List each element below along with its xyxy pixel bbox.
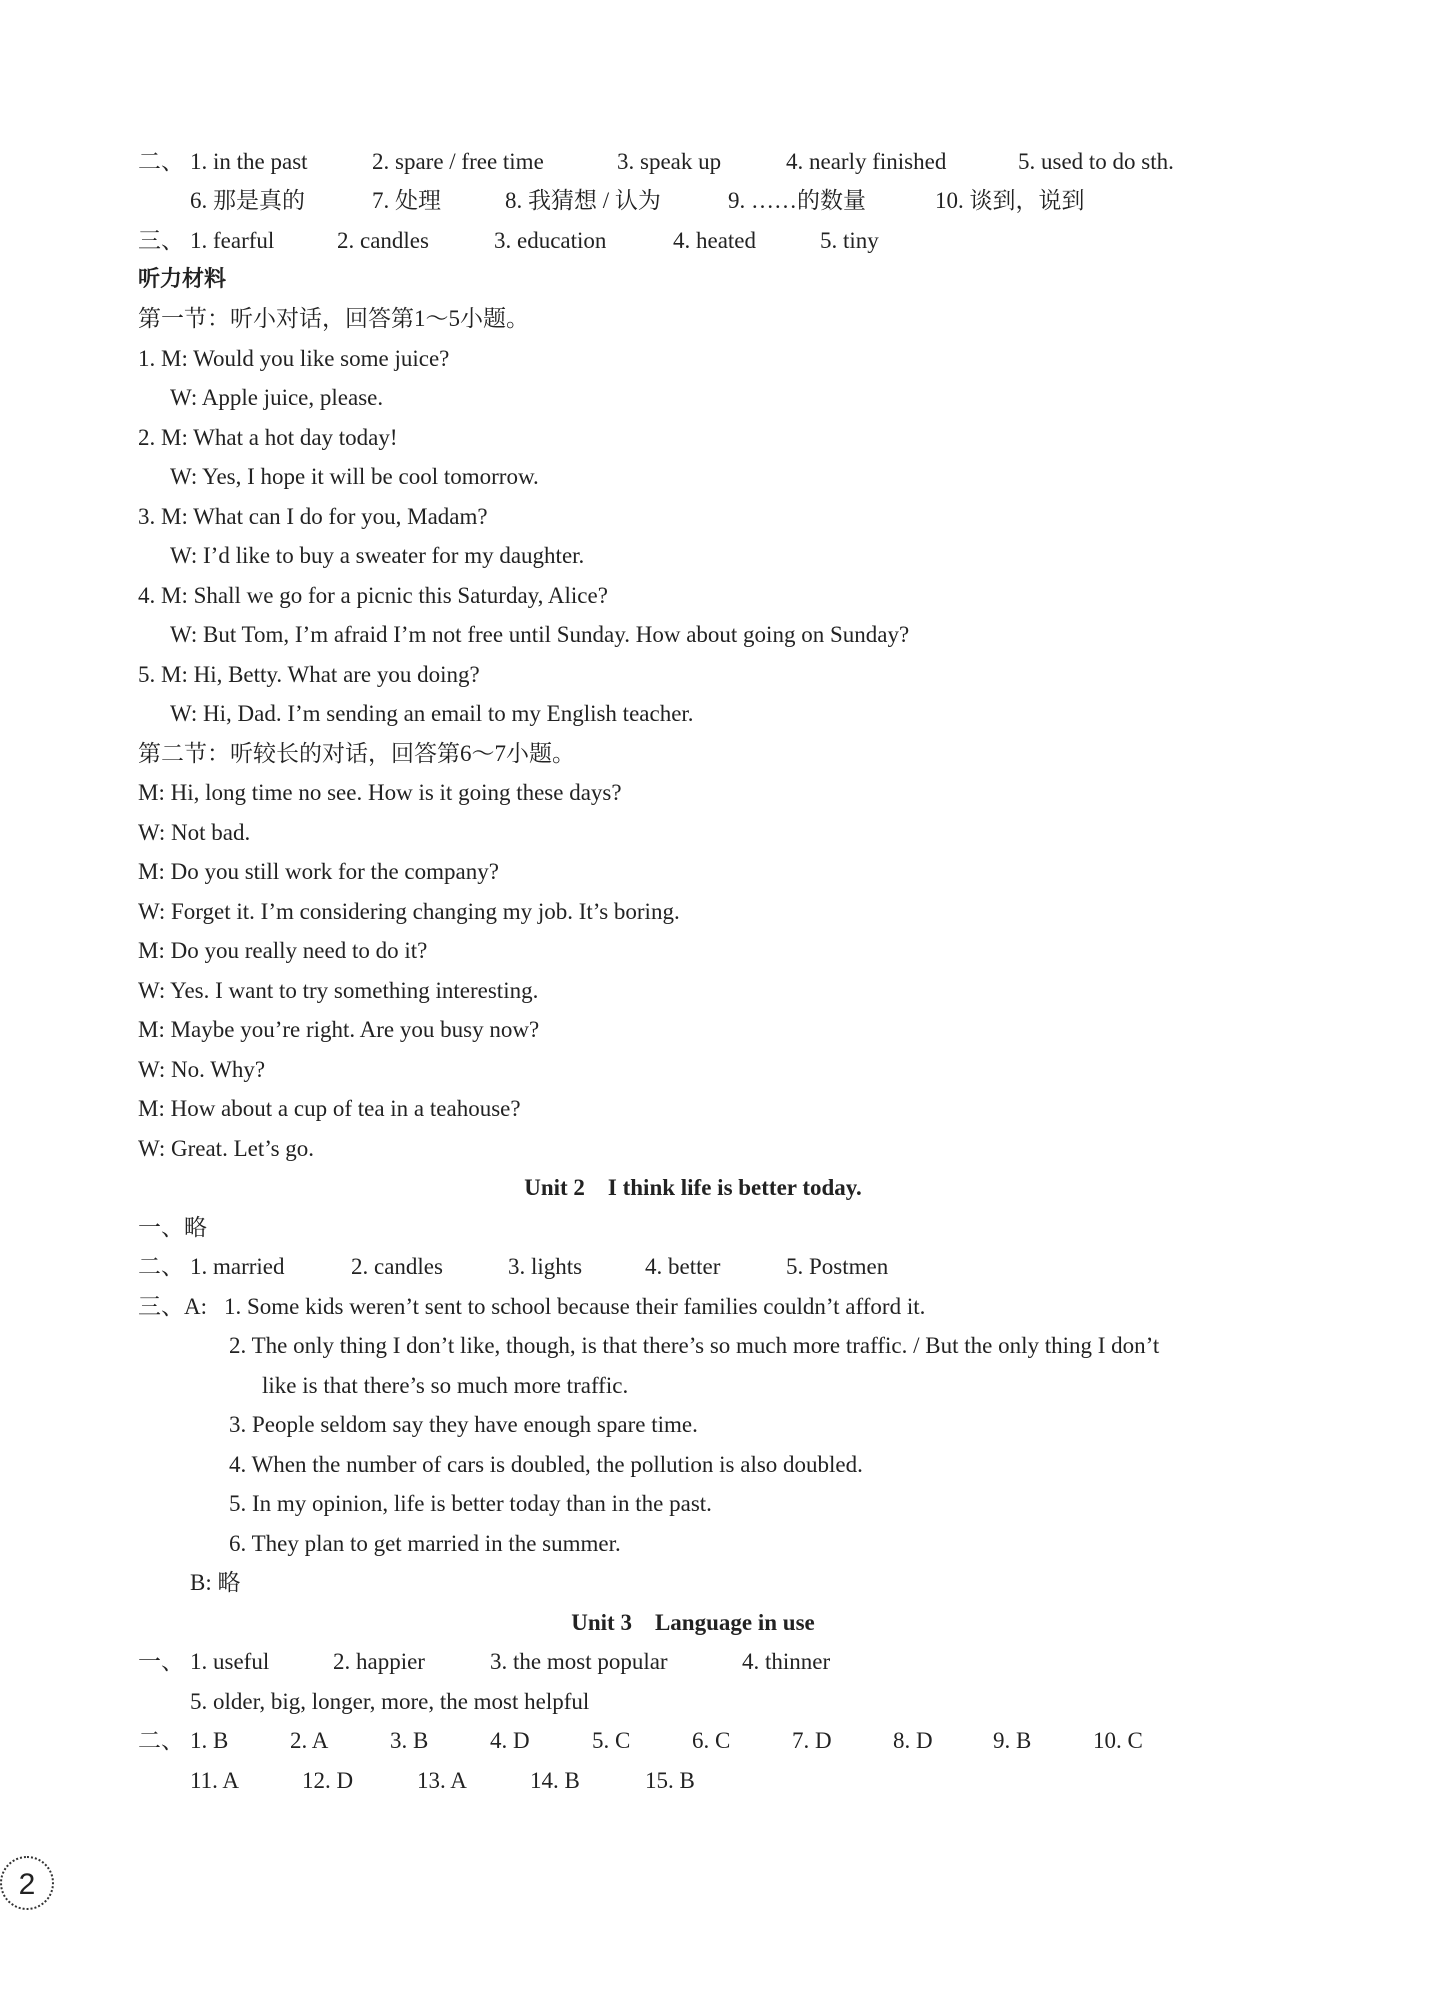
sec1-er-label: 二、 (138, 149, 184, 174)
sentence: 2. The only thing I don’t like, though, is that there’s so much more traffic. / But the only thing I don’t (229, 1333, 1160, 1358)
long-dialog-line: W: Great. Let’s go. (138, 1136, 315, 1161)
answer: 3. B (390, 1728, 429, 1753)
dialog-line: 2. M: What a hot day today! (138, 425, 398, 450)
sentence: 3. People seldom say they have enough spare time. (229, 1412, 698, 1437)
dialog-line: 1. M: Would you like some juice? (138, 346, 450, 371)
answer: 12. D (302, 1768, 354, 1793)
item: 1. married (190, 1254, 285, 1279)
answer: 14. B (530, 1768, 580, 1793)
answer: 4. D (490, 1728, 530, 1753)
answer: 15. B (645, 1768, 695, 1793)
item: 5. Postmen (786, 1254, 889, 1279)
sentence: 1. Some kids weren’t sent to school because their families couldn’t afford it. (224, 1294, 926, 1319)
item: 5. older, big, longer, more, the most helpful (190, 1689, 590, 1714)
long-dialog-line: M: How about a cup of tea in a teahouse? (138, 1096, 521, 1121)
unit2-yi: 一、略 (138, 1215, 207, 1240)
dialog-line: W: I’d like to buy a sweater for my daughter. (170, 543, 585, 568)
answer: 9. B (993, 1728, 1032, 1753)
dialog-line: 5. M: Hi, Betty. What are you doing? (138, 662, 480, 687)
answer: 7. D (792, 1728, 832, 1753)
item: 2. candles (351, 1254, 443, 1279)
answer: 10. C (1093, 1728, 1143, 1753)
long-dialog-line: W: Forget it. I’m considering changing my job. It’s boring. (138, 899, 680, 924)
answer: 2. A (290, 1728, 329, 1753)
item: 10. 谈到，说到 (935, 188, 1085, 213)
item: 4. nearly finished (786, 149, 947, 174)
dialog-line: W: Yes, I hope it will be cool tomorrow. (170, 464, 539, 489)
long-dialog-line: M: Do you really need to do it? (138, 938, 428, 963)
item: 4. better (645, 1254, 721, 1279)
item: 3. the most popular (490, 1649, 668, 1674)
item: 5. used to do sth. (1018, 149, 1174, 174)
item: 2. happier (333, 1649, 425, 1674)
unit3-er-label: 二、 (138, 1728, 184, 1753)
unit2-b: B: 略 (190, 1570, 241, 1595)
item: 3. lights (508, 1254, 583, 1279)
answer: 1. B (190, 1728, 229, 1753)
sec1-er-row1 (138, 147, 184, 177)
item: 2. spare / free time (372, 149, 544, 174)
item: 1. fearful (190, 228, 275, 253)
dialog-line: W: But Tom, I’m afraid I’m not free until Sunday. How about going on Sunday? (170, 622, 910, 647)
answer: 6. C (692, 1728, 731, 1753)
listening-heading: 听力材料 (138, 267, 227, 292)
long-dialog-line: W: Yes. I want to try something interesting. (138, 978, 539, 1003)
answer: 5. C (592, 1728, 631, 1753)
item: 7. 处理 (372, 188, 441, 213)
sentence: 6. They plan to get married in the summer. (229, 1531, 621, 1556)
listening-part2: 第二节：听较长的对话，回答第6～7小题。 (138, 741, 575, 766)
unit3-yi-label: 一、 (138, 1649, 184, 1674)
dialog-line: W: Hi, Dad. I’m sending an email to my English teacher. (170, 701, 694, 726)
answer: 13. A (417, 1768, 467, 1793)
item: 6. 那是真的 (190, 188, 305, 213)
dialog-line: 4. M: Shall we go for a picnic this Saturday, Alice? (138, 583, 608, 608)
page-number: 2 (0, 1856, 54, 1910)
dialog-line: W: Apple juice, please. (170, 385, 384, 410)
answer: 8. D (893, 1728, 933, 1753)
long-dialog-line: W: Not bad. (138, 820, 251, 845)
item: 8. 我猜想 / 认为 (505, 188, 661, 213)
answer: 11. A (190, 1768, 239, 1793)
unit3-title: Unit 3 Language in use (571, 1610, 815, 1635)
item: 1. useful (190, 1649, 270, 1674)
sec1-san-label: 三、 (138, 228, 184, 253)
item: 3. education (494, 228, 607, 253)
long-dialog-line: M: Do you still work for the company? (138, 859, 499, 884)
listening-part1: 第一节：听小对话，回答第1～5小题。 (138, 306, 529, 331)
unit2-san-label: 三、A: (138, 1294, 207, 1319)
sentence: 4. When the number of cars is doubled, the pollution is also doubled. (229, 1452, 863, 1477)
sentence: 5. In my opinion, life is better today than in the past. (229, 1491, 712, 1516)
item: 2. candles (337, 228, 429, 253)
item: 3. speak up (617, 149, 722, 174)
item: 4. thinner (742, 1649, 831, 1674)
long-dialog-line: M: Hi, long time no see. How is it going these days? (138, 780, 622, 805)
unit2-er-label: 二、 (138, 1254, 184, 1279)
long-dialog-line: M: Maybe you’re right. Are you busy now? (138, 1017, 540, 1042)
unit2-title: Unit 2 I think life is better today. (524, 1175, 862, 1200)
item: 5. tiny (820, 228, 879, 253)
item: 1. in the past (190, 149, 308, 174)
sentence: like is that there’s so much more traffic. (262, 1373, 629, 1398)
item: 4. heated (673, 228, 757, 253)
dialog-line: 3. M: What can I do for you, Madam? (138, 504, 488, 529)
long-dialog-line: W: No. Why? (138, 1057, 266, 1082)
item: 9. ……的数量 (728, 188, 866, 213)
